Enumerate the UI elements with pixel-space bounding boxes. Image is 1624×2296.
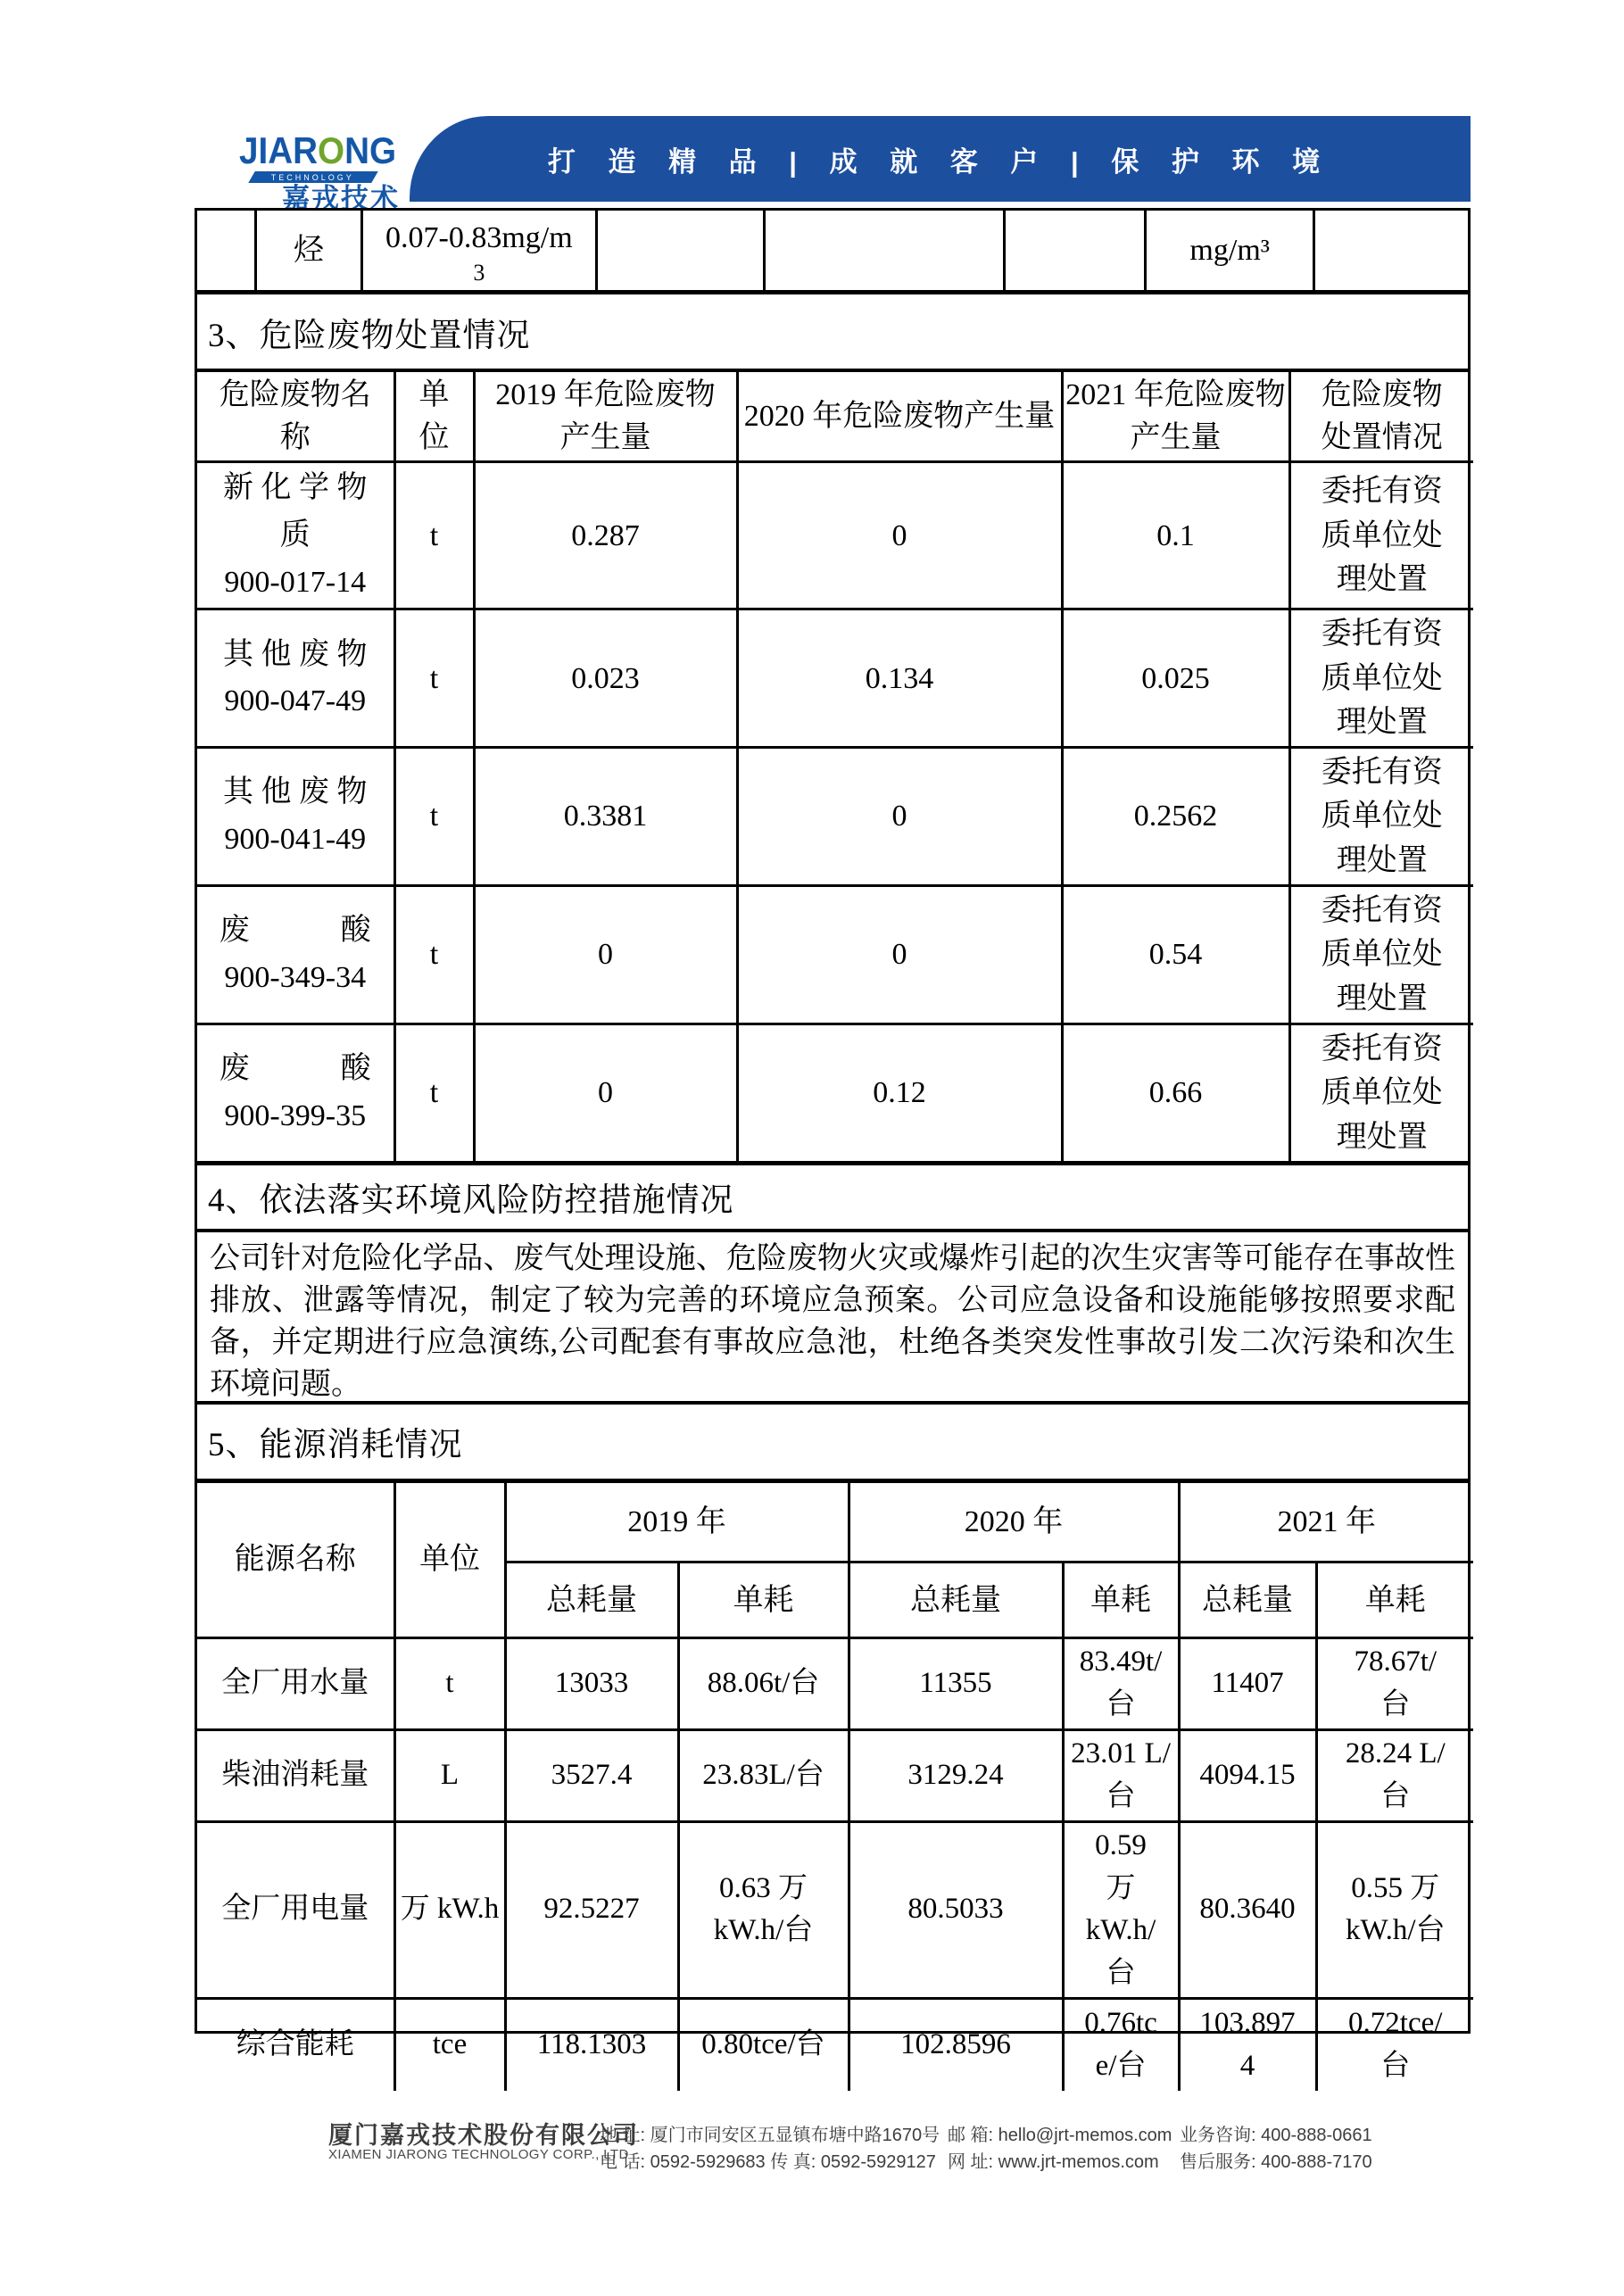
col-header-per-unit-2020: 单耗 (1063, 1562, 1179, 1638)
carryover-pollutant-row (197, 211, 1468, 294)
section-3-title: 3、危险废物处置情况 (197, 294, 1468, 372)
col-header-unit: 单位 (394, 1483, 505, 1638)
logo-green-o: O (318, 129, 345, 171)
per-unit-2019-cell: 0.63 万 kW.h/台 (678, 1821, 849, 1998)
banner-slogan: 打 造 精 品 | 成 就 客 户 | 保 护 环 境 (547, 145, 1333, 178)
total-2021-cell: 4094.15 (1179, 1730, 1316, 1822)
empty-cell (197, 211, 255, 290)
hazard-row (197, 462, 1473, 609)
hazard-row (197, 1024, 1473, 1160)
waste-name-cell: 新 化 学 物 质 900-017-14 (197, 462, 394, 609)
total-2020-cell: 80.5033 (849, 1821, 1063, 1998)
empty-cell (596, 211, 765, 290)
col-header-2019: 2019 年危险废物产生量 (474, 372, 737, 462)
disposal-cell: 委托有资质单位处理处置 (1289, 748, 1473, 886)
section-4-title: 4、依法落实环境风险防控措施情况 (197, 1165, 1468, 1232)
col-header-year-2021: 2021 年 (1179, 1483, 1473, 1562)
waste-name-cell: 其 他 废 物 900-041-49 (197, 748, 394, 886)
value-2020-cell: 0 (737, 748, 1062, 886)
col-header-per-unit-2019: 单耗 (678, 1562, 849, 1638)
energy-row (197, 1999, 1473, 2091)
col-header-year-2019: 2019 年 (505, 1483, 849, 1562)
per-unit-2021-cell: 0.55 万 kW.h/台 (1316, 1821, 1473, 1998)
col-header-total-2021: 总耗量 (1179, 1562, 1316, 1638)
total-2020-cell: 11355 (849, 1638, 1063, 1730)
per-unit-2019-cell: 23.83L/台 (678, 1730, 849, 1822)
empty-cell (765, 211, 1005, 290)
unit-cell: t (394, 462, 474, 609)
table-row (197, 211, 1468, 290)
disposal-cell: 委托有资质单位处理处置 (1289, 886, 1473, 1024)
total-2021-cell: 11407 (1179, 1638, 1316, 1730)
hazard-header-row (197, 372, 1473, 462)
per-unit-2020-cell: 0.59 万 kW.h/台 (1063, 1821, 1179, 1998)
unit-cell: mg/m³ (1146, 211, 1314, 290)
col-header-2021: 2021 年危险废物产生量 (1062, 372, 1289, 462)
value-2020-cell: 0 (737, 886, 1062, 1024)
total-2019-cell: 3527.4 (505, 1730, 678, 1822)
total-2021-cell: 103.8974 (1179, 1999, 1316, 2091)
footer-company-name-en: XIAMEN JIARONG TECHNOLOGY CORP., LTD (328, 2147, 629, 2162)
hazard-row (197, 609, 1473, 748)
logo-chinese-name: 嘉戎技术 (282, 183, 400, 214)
footer-address: 地 址: 厦门市同安区五显镇布塘中路1670号 (600, 2126, 940, 2145)
value-2021-cell: 0.66 (1062, 1024, 1289, 1160)
hazard-row (197, 886, 1473, 1024)
col-header-disposal: 危险废物处置情况 (1289, 372, 1473, 462)
value-2021-cell: 0.2562 (1062, 748, 1289, 886)
value-2021-cell: 0.54 (1062, 886, 1289, 1024)
total-2019-cell: 13033 (505, 1638, 678, 1730)
logo-technology-bar: TECHNOLOGY (248, 171, 378, 183)
empty-cell (1005, 211, 1146, 290)
value-2020-cell: 0 (737, 462, 1062, 609)
report-body (195, 208, 1471, 2082)
disposal-cell: 委托有资质单位处理处置 (1289, 1024, 1473, 1160)
unit-cell: L (394, 1730, 505, 1822)
pollutant-range-cell: 0.07-0.83mg/m 3 (362, 211, 597, 290)
empty-cell (1313, 211, 1468, 290)
unit-cell: t (394, 1638, 505, 1730)
per-unit-2021-cell: 28.24 L/台 (1316, 1730, 1473, 1822)
risk-control-paragraph: 公司针对危险化学品、废气处理设施、危险废物火灾或爆炸引起的次生灾害等可能存在事故性排放、泄露等情况，制定了较为完善的环境应急预案。公司应急设备和设施能够按照要求配备，并定期进行应急演练,公司配套有事故应急池，杜绝各类突发性事故引发二次污染和次生环境问题。 (197, 1232, 1468, 1405)
value-2019-cell: 0.023 (474, 609, 737, 748)
col-header-energy-name: 能源名称 (197, 1483, 394, 1638)
per-unit-2019-cell: 88.06t/台 (678, 1638, 849, 1730)
per-unit-2020-cell: 0.76tce/台 (1063, 1999, 1179, 2091)
footer-phone-fax: 电 话: 0592-5929683 传 真: 0592-5929127 (600, 2152, 936, 2172)
energy-row (197, 1730, 1473, 1822)
unit-cell: tce (394, 1999, 505, 2091)
footer-company-name: 厦门嘉戎技术股份有限公司 (328, 2122, 639, 2149)
value-2019-cell: 0.3381 (474, 748, 737, 886)
col-header-total-2020: 总耗量 (849, 1562, 1063, 1638)
header-banner (410, 116, 1471, 202)
pollutant-name-cell: 烃 (255, 211, 361, 290)
energy-row (197, 1821, 1473, 1998)
col-header-per-unit-2021: 单耗 (1316, 1562, 1473, 1638)
energy-name-cell: 综合能耗 (197, 1999, 394, 2091)
energy-name-cell: 柴油消耗量 (197, 1730, 394, 1822)
value-2021-cell: 0.025 (1062, 609, 1289, 748)
total-2019-cell: 92.5227 (505, 1821, 678, 1998)
energy-consumption-table (197, 1483, 1468, 2091)
unit-cell: t (394, 748, 474, 886)
footer-sales-hotline: 业务咨询: 400-888-0661 (1180, 2126, 1372, 2145)
value-2021-cell: 0.1 (1062, 462, 1289, 609)
waste-name-cell: 废 酸 900-399-35 (197, 1024, 394, 1160)
per-unit-2021-cell: 0.72tce/台 (1316, 1999, 1473, 2091)
footer-email: 邮 箱: hello@jrt-memos.com (948, 2126, 1172, 2145)
value-2019-cell: 0.287 (474, 462, 737, 609)
per-unit-2020-cell: 23.01 L/台 (1063, 1730, 1179, 1822)
logo-wordmark: JIARONG (239, 129, 397, 171)
unit-cell: t (394, 609, 474, 748)
col-header-year-2020: 2020 年 (849, 1483, 1179, 1562)
energy-row (197, 1638, 1473, 1730)
hazard-row (197, 748, 1473, 886)
total-2020-cell: 3129.24 (849, 1730, 1063, 1822)
footer-website: 网 址: www.jrt-memos.com (948, 2152, 1159, 2172)
waste-name-cell: 废 酸 900-349-34 (197, 886, 394, 1024)
total-2019-cell: 118.1303 (505, 1999, 678, 2091)
value-2019-cell: 0 (474, 886, 737, 1024)
value-2020-cell: 0.134 (737, 609, 1062, 748)
per-unit-2020-cell: 83.49t/台 (1063, 1638, 1179, 1730)
waste-name-cell: 其 他 废 物 900-047-49 (197, 609, 394, 748)
disposal-cell: 委托有资质单位处理处置 (1289, 609, 1473, 748)
per-unit-2021-cell: 78.67t/台 (1316, 1638, 1473, 1730)
value-2020-cell: 0.12 (737, 1024, 1062, 1160)
disposal-cell: 委托有资质单位处理处置 (1289, 462, 1473, 609)
section-5-title: 5、能源消耗情况 (197, 1405, 1468, 1483)
energy-name-cell: 全厂用水量 (197, 1638, 394, 1730)
total-2020-cell: 102.8596 (849, 1999, 1063, 2091)
energy-header-years-row (197, 1483, 1473, 1562)
unit-cell: 万 kW.h (394, 1821, 505, 1998)
unit-cell: t (394, 1024, 474, 1160)
per-unit-2019-cell: 0.80tce/台 (678, 1999, 849, 2091)
hazardous-waste-table (197, 372, 1468, 1165)
unit-cell: t (394, 886, 474, 1024)
energy-name-cell: 全厂用电量 (197, 1821, 394, 1998)
col-header-total-2019: 总耗量 (505, 1562, 678, 1638)
total-2021-cell: 80.3640 (1179, 1821, 1316, 1998)
company-logo (239, 129, 400, 214)
value-2019-cell: 0 (474, 1024, 737, 1160)
col-header-2020: 2020 年危险废物产生量 (737, 372, 1062, 462)
col-header-waste-name: 危险废物名称 (197, 372, 394, 462)
footer-service-hotline: 售后服务: 400-888-7170 (1180, 2152, 1372, 2172)
col-header-unit: 单位 (394, 372, 474, 462)
